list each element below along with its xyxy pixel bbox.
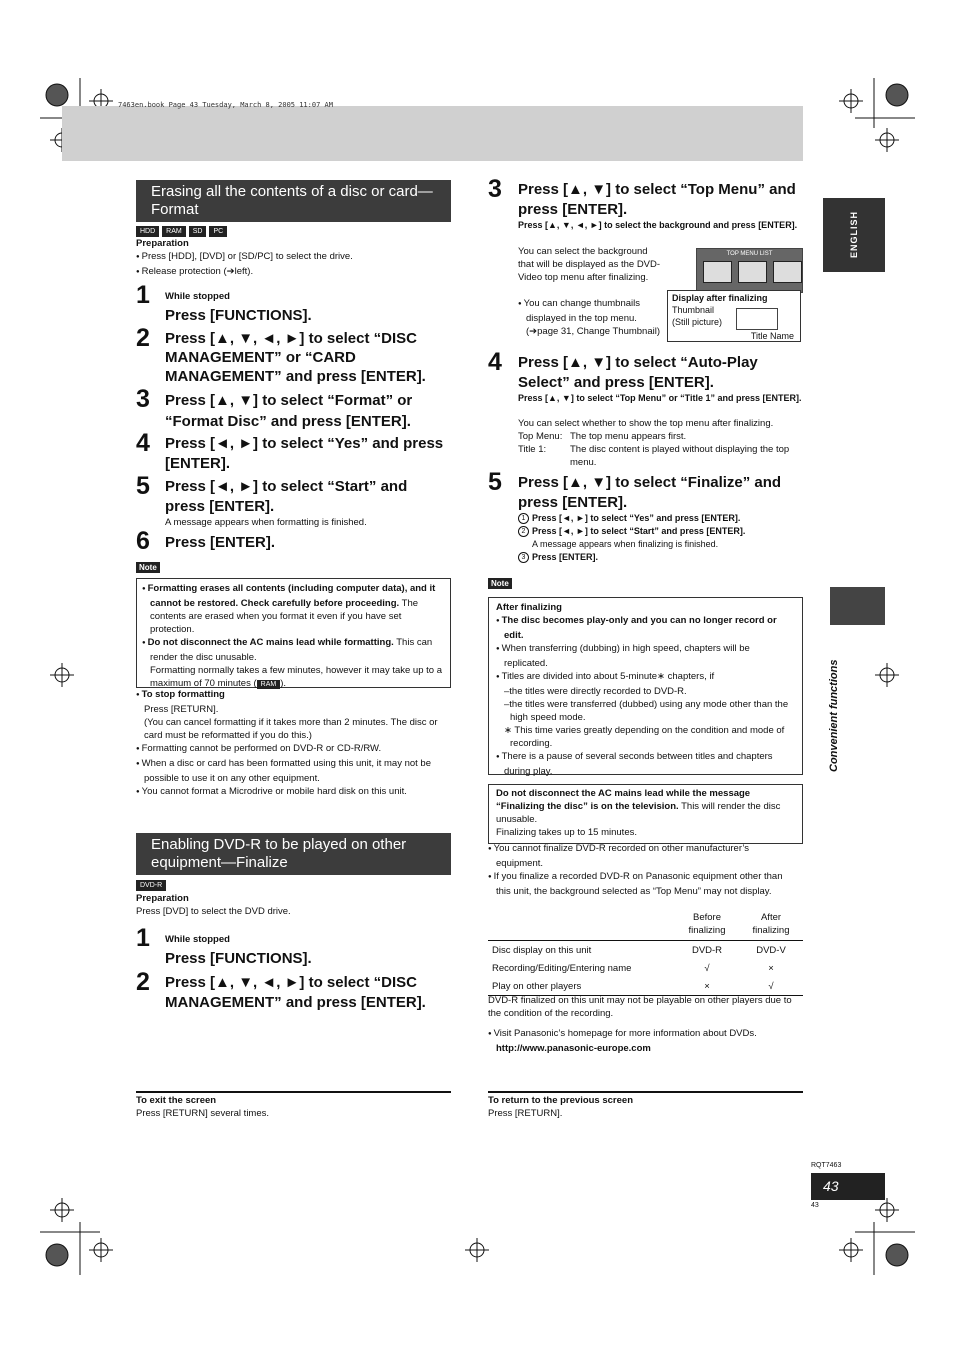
table-row (488, 959, 803, 977)
top-menu-option (518, 430, 803, 443)
note-rest: The contents are erased when you format it even if you have set protection. (150, 598, 419, 635)
option-key: Title 1: (518, 444, 547, 455)
warning-box (488, 784, 803, 844)
finalize-bullet: ● You cannot finalize DVD-R recorded on other manufacturer’s equipment. (488, 842, 788, 870)
footer-return (488, 1094, 633, 1120)
step-number: 5 (488, 468, 502, 496)
option-value: The disc content is played without displaying the top menu. (570, 444, 790, 468)
finalize-badges (136, 880, 166, 891)
finalize-step-1: Press [FUNCTIONS]. (165, 950, 312, 967)
note-text: ). (280, 678, 287, 689)
substep-2 (518, 525, 803, 538)
page-number-small: 43 (811, 1202, 819, 1209)
step-number: 1 (136, 281, 150, 309)
right-step-4-body (518, 417, 803, 469)
table-header: Before finalizing (675, 908, 739, 941)
step-number: 6 (136, 527, 150, 555)
tm-caption: Display after finalizing (672, 293, 768, 303)
right-step-4: Press [▲, ▼] to select “Auto-Play Select” and press [ENTER]. (518, 354, 758, 391)
return-text: Press [RETURN]. (488, 1108, 563, 1119)
thumbnail-row (703, 261, 802, 283)
title1-option (518, 443, 803, 469)
step-6: Press [ENTER]. (165, 534, 276, 551)
section-label: Convenient functions (828, 659, 840, 772)
stop-line: (You can cancel formatting if it takes more than 2 minutes. The disc or card must be reformatted if you do this.) (144, 717, 438, 741)
step-3: Press [▲, ▼] to select “Format” or “Format Disc” and press [ENTER]. (165, 392, 413, 430)
circle-number: 1 (518, 513, 529, 524)
badge-hdd: HDD (136, 226, 159, 237)
header-band (62, 106, 803, 161)
right-step-3-body: You can select the background that will be displayed as the DVD-Video top menu after finalizing. (518, 246, 661, 283)
table-cell: √ (739, 977, 803, 996)
visit-url: http://www.panasonic-europe.com (496, 1043, 651, 1054)
warning-rest: This will render the disc unusable. (496, 801, 781, 825)
table-cell: √ (704, 962, 710, 974)
right-step-3-sub: Press [▲, ▼, ◄, ►] to select the background and press [ENTER]. (518, 220, 798, 230)
after-item: ● There is a pause of several seconds between titles and chapters during play. (496, 750, 796, 778)
right-step-4-sub: Press [▲, ▼] to select “Top Menu” or “Title 1” and press [ENTER]. (518, 393, 802, 403)
step-number: 2 (136, 324, 150, 352)
note-tag: Note (136, 562, 160, 573)
option-value: The top menu appears first. (570, 431, 687, 442)
tm-thumb: Thumbnail (672, 305, 715, 315)
badge-dvd-r: DVD-R (136, 880, 166, 891)
note-item (142, 582, 444, 636)
warning-bold: Do not disconnect the AC mains lead while the message “Finalizing the disc” is on the television. (496, 788, 751, 812)
section-tab (830, 587, 885, 625)
book-info-line: 7463en.book Page 43 Tuesday, March 8, 2005 11:07 AM (118, 101, 333, 109)
table-cell: Recording/Editing/Entering name (492, 962, 632, 974)
return-title: To return to the previous screen (488, 1095, 633, 1106)
badge-ram: RAM (257, 680, 281, 689)
substep-2-note: A message appears when finalizing is finished. (532, 539, 719, 549)
right-step-3-bullet: ● You can change thumbnails displayed in the top menu. (➔page 31, Change Thumbnail) (518, 297, 668, 338)
badge-ram: RAM (162, 226, 186, 237)
tm-sample-thumb (736, 308, 778, 330)
substep-3 (518, 551, 803, 564)
badge-sd: SD (189, 226, 207, 237)
table-row (488, 977, 803, 996)
top-menu-caption-box (667, 290, 801, 342)
prep-item: ● Release protection (➔left). (136, 265, 451, 280)
language-label: ENGLISH (849, 210, 859, 258)
table-header: After finalizing (739, 908, 803, 941)
thumbnail (738, 261, 767, 283)
extra-note: ● When a disc or card has been formatted using this unit, it may not be possible to use it on any other equipment. (136, 757, 451, 785)
after-item: ● When transferring (dubbing) in high speed, chapters will be replicated. (496, 642, 796, 670)
step-1-sub: While stopped (165, 291, 230, 302)
substep-text: Press [ENTER]. (532, 552, 599, 562)
step-5-note: A message appears when formatting is finished. (165, 517, 367, 528)
footer-rule (488, 1091, 803, 1093)
circle-number: 3 (518, 552, 529, 563)
table-cell: × (768, 962, 774, 974)
step-number: 1 (136, 924, 150, 952)
right-step-3: Press [▲, ▼] to select “Top Menu” and press [ENTER]. (518, 181, 796, 218)
note-bold: Formatting erases all contents (including computer data), and it cannot be restored. Check carefully before proceeding. (147, 583, 436, 609)
after-item: ● Titles are divided into about 5-minute∗ chapters, if (496, 670, 796, 685)
extra-note: ● Formatting cannot be performed on DVD-R or CD-R/RW. (136, 742, 451, 757)
table-cell: Play on other players (488, 977, 675, 996)
step-number: 4 (488, 348, 502, 376)
after-finalizing-box (488, 597, 803, 775)
circle-number: 2 (518, 526, 529, 537)
table-row (488, 941, 803, 960)
doc-code: RQT7463 (811, 1162, 842, 1169)
step-number: 5 (136, 472, 150, 500)
format-heading: Erasing all the contents of a disc or card—Format (136, 180, 451, 222)
page-number: 43 (823, 1178, 839, 1194)
prep-text: Press [DVD] to select the DVD drive. (136, 906, 291, 917)
note-item (142, 664, 444, 690)
step-5: Press [◄, ►] to select “Start” and press [ENTER]. (165, 478, 408, 515)
top-menu-illustration (696, 248, 803, 293)
stop-line: Press [RETURN]. (144, 704, 219, 715)
substep-1 (518, 512, 803, 525)
extra-note: ● You cannot format a Microdrive or mobile hard disk on this unit. (136, 785, 451, 800)
finalize-step-2: Press [▲, ▼, ◄, ►] to select “DISC MANAGEMENT” and press [ENTER]. (165, 974, 426, 1011)
step-number: 3 (488, 175, 502, 203)
finalize-preparation (136, 892, 451, 918)
substep-text: Press [◄, ►] to select “Yes” and press [ENTER]. (532, 513, 741, 523)
substep-text: Press [◄, ►] to select “Start” and press [ENTER]. (532, 526, 746, 536)
format-extra-notes (136, 688, 451, 800)
after-title: After finalizing (496, 602, 562, 613)
after-subitem: –the titles were transferred (dubbed) using any mode other than the high speed mode. (504, 699, 789, 723)
badge-pc: PC (209, 226, 227, 237)
prep-label: Preparation (136, 893, 189, 904)
note-text: Formatting normally takes a few minutes, however it may take up to a maximum of 70 minutes ( (150, 665, 442, 689)
step-4: Press [◄, ►] to select “Yes” and press [ENTER]. (165, 435, 444, 472)
after-subitem: –the titles were directly recorded to DVD-R. (504, 686, 687, 697)
exit-text: Press [RETURN] several times. (136, 1108, 270, 1119)
after-item: ● The disc becomes play-only and you can no longer record or edit. (496, 614, 796, 642)
thumbnail (703, 261, 732, 283)
right-step-5-subs (518, 512, 803, 564)
table-header-row (488, 908, 803, 941)
note-bold: Do not disconnect the AC mains lead while formatting. (147, 637, 394, 648)
format-preparation (136, 237, 451, 280)
right-step-5: Press [▲, ▼] to select “Finalize” and press [ENTER]. (518, 474, 782, 511)
finalize-step-1-sub: While stopped (165, 934, 230, 945)
finalize-bullet: ● If you finalize a recorded DVD-R on Panasonic equipment other than this unit, the background selected as “Top Menu” may not display. (488, 870, 788, 898)
note-item (142, 636, 444, 664)
prep-label: Preparation (136, 238, 189, 249)
note-tag: Note (488, 578, 512, 589)
table-cell: DVD-V (756, 944, 786, 956)
step-number: 2 (136, 968, 150, 996)
visit-text: ● Visit Panasonic’s homepage for more information about DVDs. (488, 1027, 803, 1042)
table-cell: Disc display on this unit (492, 944, 592, 956)
exit-title: To exit the screen (136, 1095, 217, 1106)
table-cell: DVD-R (691, 944, 723, 956)
after-subitem: ∗ This time varies greatly depending on the condition and mode of recording. (504, 725, 785, 749)
comparison-table (488, 908, 803, 996)
warning-text (496, 787, 796, 826)
finalize-heading: Enabling DVD-R to be played on other equipment—Finalize (136, 833, 451, 875)
table-note: DVD-R finalized on this unit may not be playable on other players due to the condition of the recording. (488, 995, 792, 1019)
step-4-body-text: You can select whether to show the top menu after finalizing. (518, 418, 774, 429)
format-note-box (136, 578, 451, 688)
tm-titlename: Title Name (750, 331, 794, 341)
tm-still: (Still picture) (672, 317, 723, 327)
option-key: Top Menu: (518, 431, 563, 442)
stop-title: ● To stop formatting (136, 688, 451, 703)
footer-exit (136, 1094, 269, 1120)
step-number: 3 (136, 385, 150, 413)
table-cell: × (675, 977, 739, 996)
thumbnail (773, 261, 802, 283)
finalize-bullets (488, 842, 788, 898)
footer-rule (136, 1091, 451, 1093)
visit-info (488, 1027, 803, 1055)
prep-item: ● Press [HDD], [DVD] or [SD/PC] to select the drive. (136, 250, 451, 265)
step-1: Press [FUNCTIONS]. (165, 307, 312, 324)
language-tab (823, 198, 885, 272)
page-number-box (811, 1173, 885, 1200)
note-rest: This can render the disc unusable. (150, 637, 433, 663)
table-header (488, 908, 675, 941)
step-2: Press [▲, ▼, ◄, ►] to select “DISC MANAGEMENT” or “CARD MANAGEMENT” and press [ENTER]. (165, 330, 426, 385)
warning-line: Finalizing takes up to 15 minutes. (496, 827, 637, 838)
format-badges (136, 226, 227, 237)
top-menu-title: TOP MENU LIST (726, 251, 773, 257)
step-number: 4 (136, 429, 150, 457)
